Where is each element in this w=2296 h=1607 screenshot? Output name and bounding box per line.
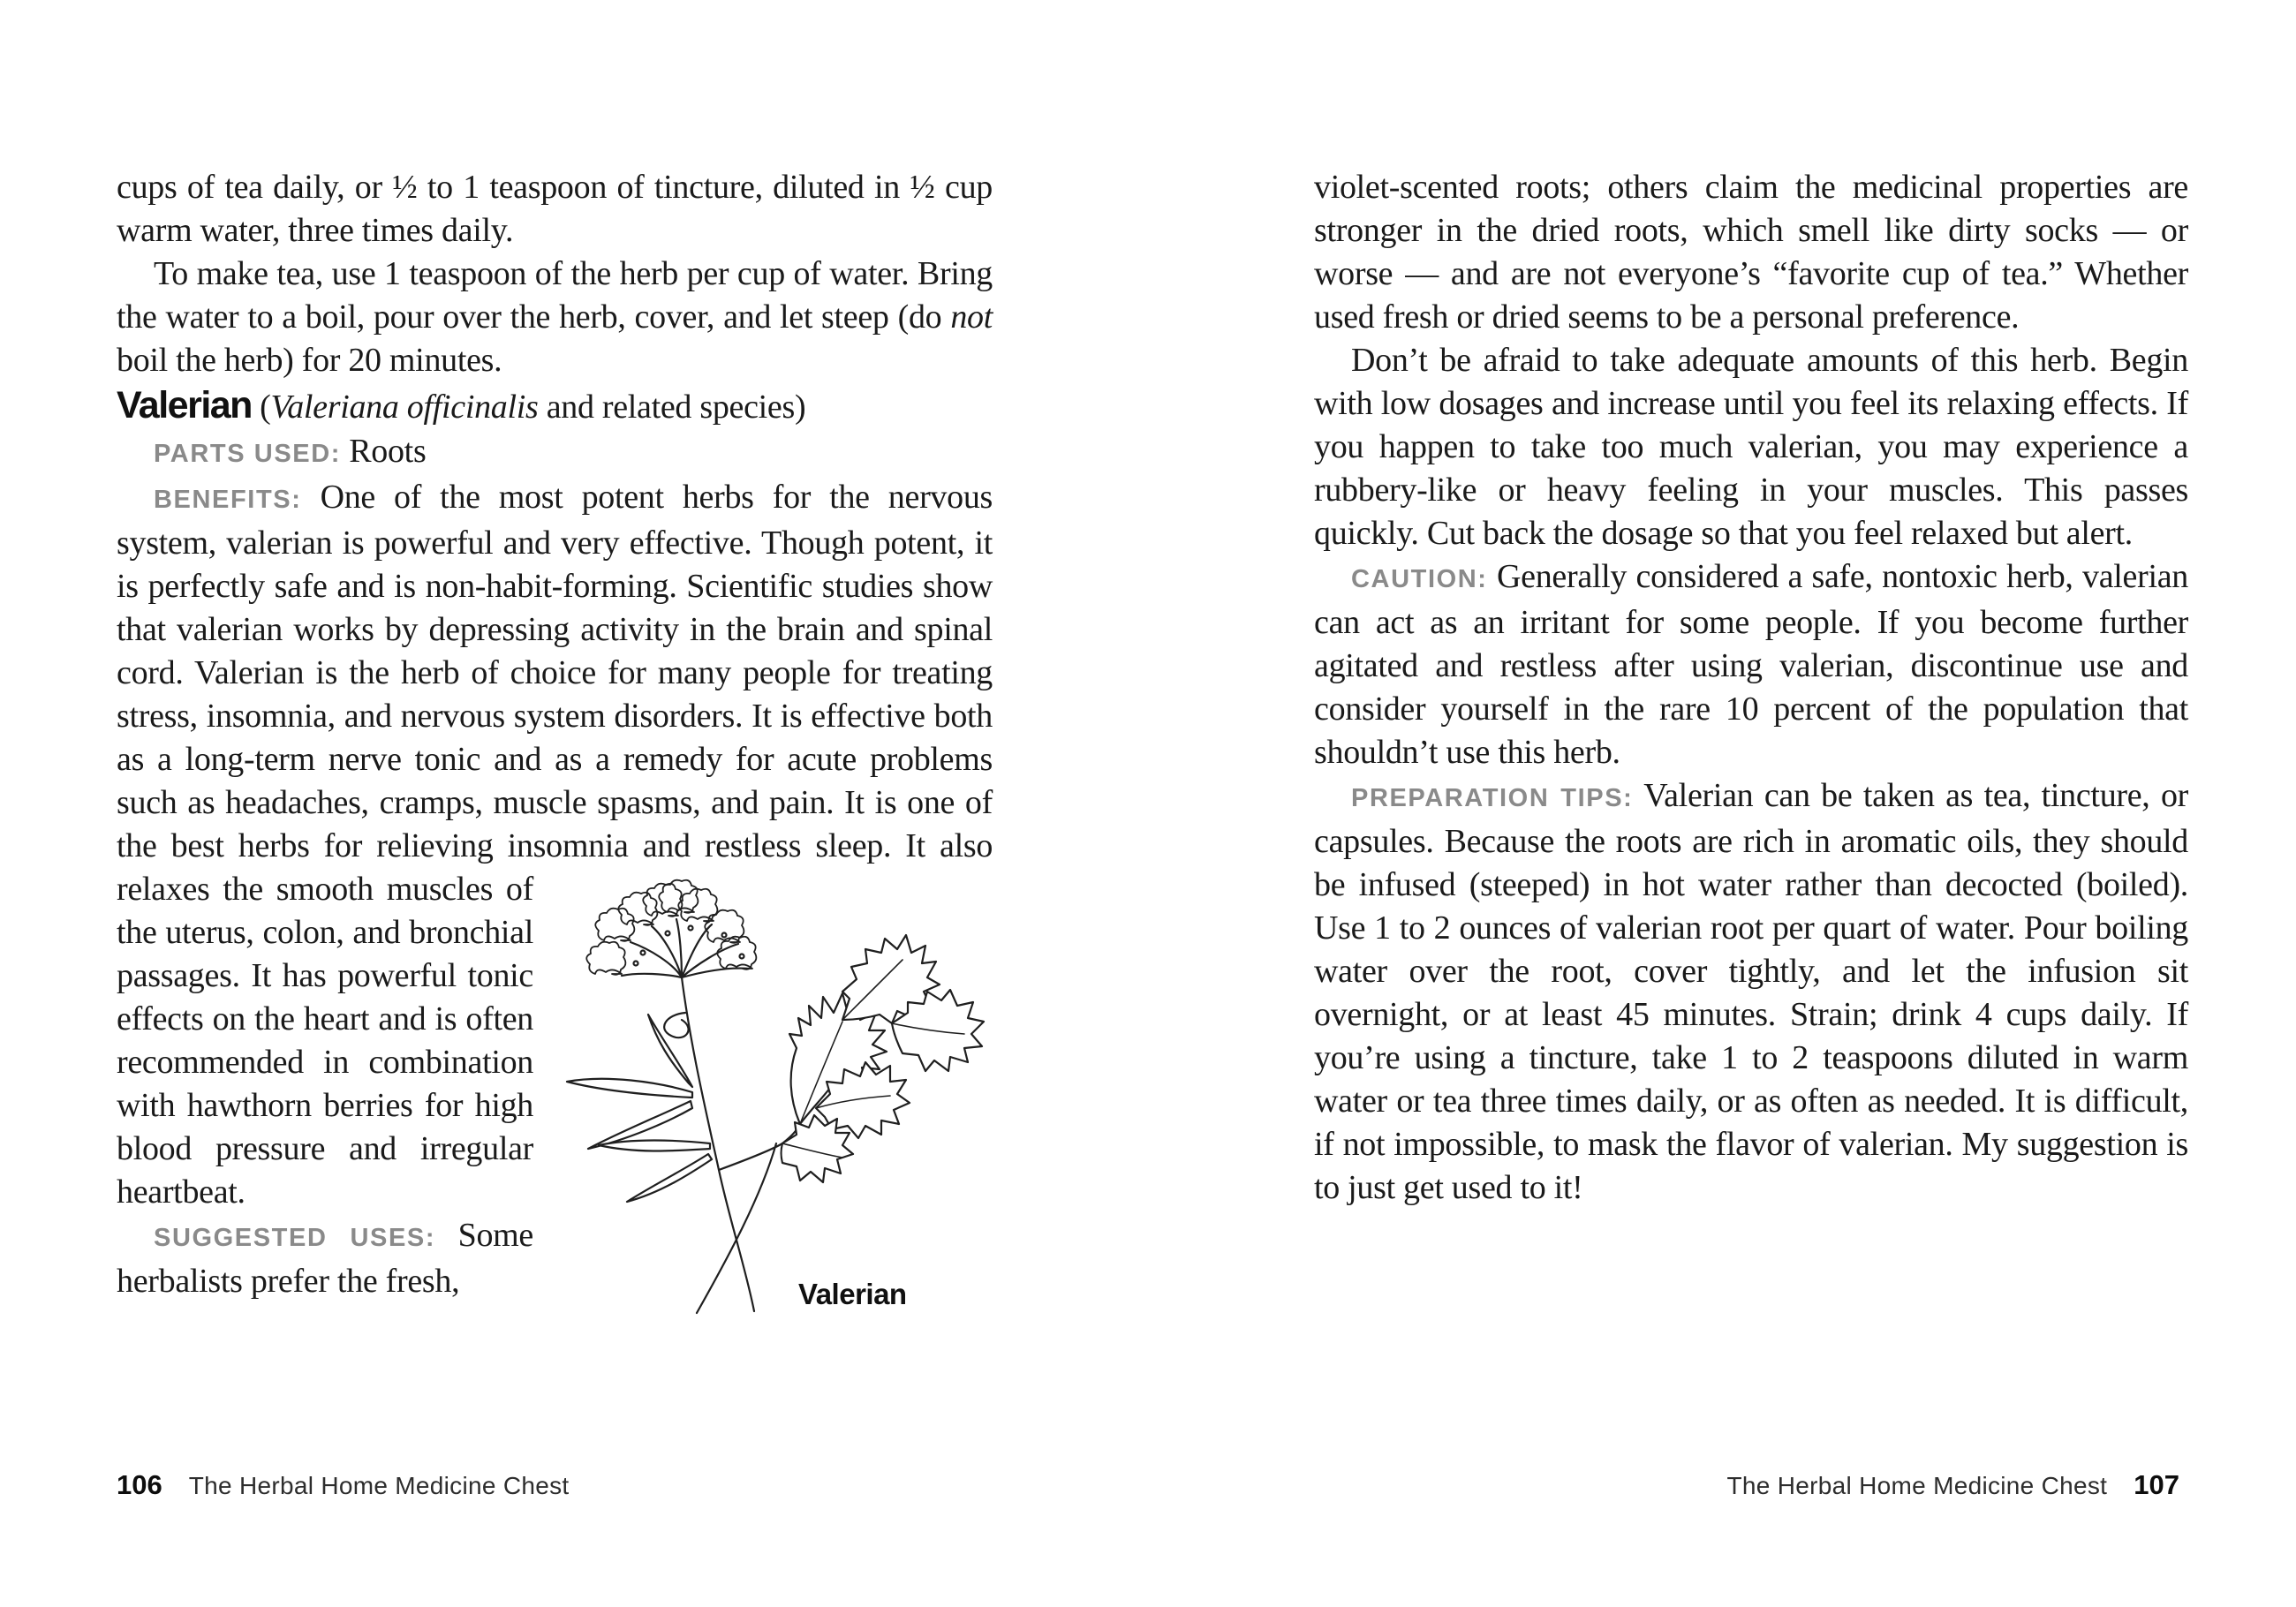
page-number: 106: [117, 1469, 162, 1500]
parts-used-line: [117, 430, 993, 476]
caution-label: CAUTION:: [1351, 565, 1488, 593]
preparation-tips-paragraph: [1314, 774, 2188, 1210]
herb-heading: [117, 382, 993, 430]
paragraph-dosage-advice: [1314, 339, 2188, 555]
body-text: violet-scented roots; others claim the medicinal properties are stronger in the dried roots, which smell like dirty socks — or worse — and are not everyone’s “favorite cup of tea.” Whether used fresh or dried seems to be a personal preference.: [1314, 169, 2188, 336]
body-text: boil the herb) for 20 minutes.: [117, 342, 502, 379]
suggested-uses-label: SUGGESTED USES:: [154, 1224, 436, 1252]
paragraph-dosage-continuation: [117, 166, 993, 253]
herb-name: Valerian: [117, 384, 252, 426]
right-page-text-column: [1314, 166, 2188, 1210]
parts-used-label: PARTS USED:: [154, 440, 342, 468]
right-page-footer: [1727, 1469, 2179, 1501]
caution-paragraph: [1314, 555, 2188, 774]
running-title: The Herbal Home Medicine Chest: [1726, 1472, 2108, 1499]
paragraph-make-tea: [117, 253, 993, 382]
italic-word: not: [950, 298, 993, 336]
paragraph-roots-continuation: [1314, 166, 2188, 339]
valerian-illustration-block: [551, 873, 993, 1381]
latin-name: Valeriana officinalis: [270, 389, 539, 426]
body-text: Don’t be afraid to take adequate amounts of this herb. Begin with low dosages and increase until you feel its relaxing effects. If you happen to take too much valerian, you may experience a rubbery-like or heavy feeling in your muscles. This passes quickly. Cut back the dosage so that you feel relaxed but alert.: [1314, 342, 2188, 552]
valerian-plant-drawing: [551, 879, 993, 1320]
body-text: One of the most potent herbs for the nervous system, valerian is powerful and very effective. Though potent, it is perfectly safe and is non-habit-forming. Scientific studies show that valerian works by depressing activity in the brain and spinal cord. Valerian is the herb of choice for many people for treating stress, insomnia, and nervous system disorders. It is effective both as a long-term nerve tonic and as a remedy for acute problems such as headaches, cramps, muscle spasms, and pain. It is one of the best herbs for relieving insomnia and: [117, 479, 993, 864]
body-text: cups of tea daily, or ½ to 1 teaspoon of tincture, diluted in ½ cup warm water, three times daily.: [117, 169, 993, 249]
preparation-tips-label: PREPARATION TIPS:: [1351, 784, 1634, 812]
body-text: Some herbalists prefer the fresh,: [117, 1217, 533, 1300]
body-text: To make tea, use 1 teaspoon of the herb per cup of water. Bring the water to a boil, pour over the herb, cover, and let steep (do: [117, 255, 993, 336]
running-title: The Herbal Home Medicine Chest: [188, 1472, 570, 1499]
benefits-label: BENEFITS:: [154, 486, 302, 514]
body-text: restless sleep. It also relaxes the smooth muscles of the uterus, colon, and bronchial passages. It has powerful tonic effects on the heart and is often recommended in combination with hawthorn berries for high blood pressure and irregular heartbeat.: [117, 827, 993, 1211]
page-number: 107: [2134, 1469, 2179, 1500]
body-text: Valerian can be taken as tea, tincture, or capsules. Because the roots are rich in aromatic oils, they should be infused (steeped) in hot water rather than decocted (boiled). Use 1 to 2 ounces of valerian root per quart of water. Pour boiling water over the root, cover tightly, and let the infusion sit overnight, or at least 45 minutes. Strain; drink 4 cups daily. If you’re using a tincture, take 1 to 2 teaspoons diluted in warm water or tea three times daily, or as often as needed. It is difficult, if not impossible, to mask the flavor of valerian. My suggestion is to just get used to it!: [1314, 777, 2189, 1206]
parts-used-value: Roots: [349, 433, 427, 470]
heading-paren: (: [251, 389, 271, 426]
left-page-text-column: [117, 166, 993, 1381]
left-page-footer: [117, 1469, 569, 1501]
heading-rest: and related species): [538, 389, 806, 426]
body-text: Generally considered a safe, nontoxic herb, valerian can act as an irritant for some people. If you become further agitated and restless after using valerian, discontinue use and consider yourself in the rare 10 percent of the population that shouldn’t use this herb.: [1314, 558, 2188, 771]
illustration-caption: Valerian: [798, 1278, 907, 1310]
